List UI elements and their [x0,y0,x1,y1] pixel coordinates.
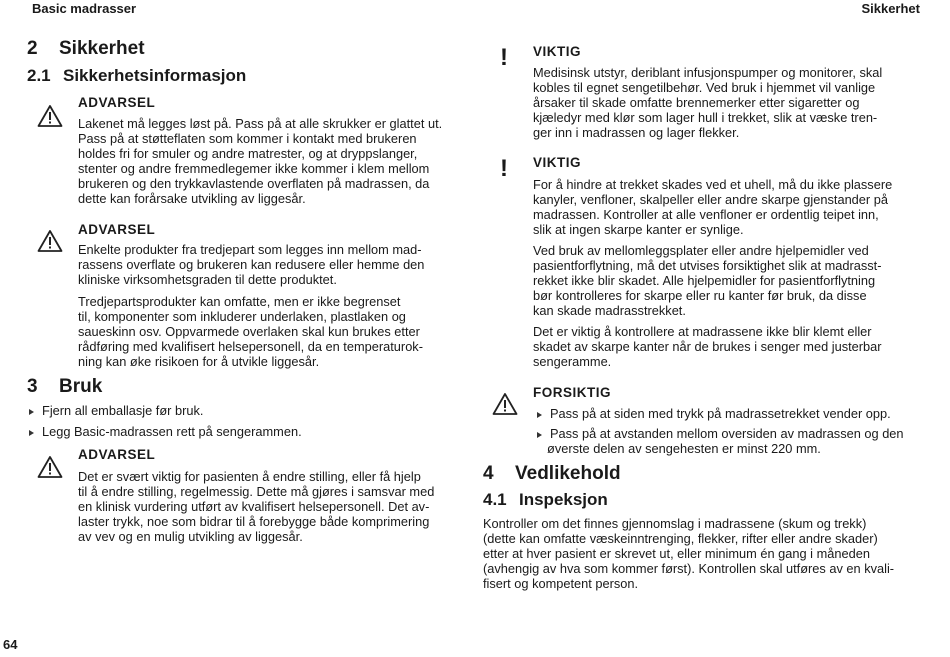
section-number: 4 [483,463,494,484]
list-item: Legg Basic-madrassen rett på sengerammen. [29,424,302,439]
important-2-text-p1: For å hindre at trekket skades ved et uhell, må du ikke plassere kanyler, venfloner, skalpeller eller andre skarpe gjenstander på madrassen. Kontroller at alle venfloner er ordentlig teipet inn, slik at ingen skarpe kanter er synlige. [533,177,893,237]
running-header-section: Sikkerhet [861,1,920,16]
list-item: Pass på at siden med trykk på madrassetrekket vender opp. [537,406,891,421]
important-label: VIKTIG [533,44,582,59]
section-4-1-heading [483,490,608,510]
section-number: 2.1 [27,66,51,85]
section-3-heading [27,376,102,398]
section-title: Vedlikehold [515,463,621,484]
warning-triangle-icon [37,104,63,128]
exclamation-icon: ! [500,155,508,182]
bullet-arrow-icon [537,412,542,418]
section-title: Sikkerhetsinformasjon [63,66,247,85]
warning-label: ADVARSEL [78,222,156,237]
list-item: Pass på at avstanden mellom oversiden av madrassen og den øverste delen av sengehesten er minst 220 mm. [537,426,904,456]
warning-triangle-icon [37,455,63,479]
section-title: Sikkerhet [59,38,145,59]
bullet-arrow-icon [537,432,542,438]
section-4-heading [483,463,621,485]
exclamation-icon: ! [500,44,508,71]
bullet-arrow-icon [29,430,34,436]
page-number: 64 [3,637,18,652]
important-label: VIKTIG [533,155,582,170]
list-item: Fjern all emballasje før bruk. [29,403,203,418]
running-header-title: Basic madrasser [32,1,137,16]
section-number: 2 [27,38,38,59]
warning-2-text-p1: Enkelte produkter fra tredjepart som legges inn mellom mad- rassens overflate og brukeren kan redusere eller hemme den kliniske virksomhetsgraden til dette produktet. [78,242,425,287]
warning-3-text: Det er svært viktig for pasienten å endre stilling, eller få hjelp til å endre stilling, regelmessig. Dette må gjøres i samsvar med en klinisk vurdering utført av kvalifisert helsepersonell. Det av- laster trykk, noe som bidrar til å forebygge både komprimering av vev og en mulig utvikling av liggesår. [78,469,435,544]
important-2-text-p2: Ved bruk av mellomleggsplater eller andre hjelpemidler ved pasientforflytning, må det utvises forsiktighet slik at madrasst- rekket ikke blir skadet. Alle hjelpemidler for pasientforflytning bør kontrolleres for skarpe eller ru kanter før bruk, da disse kan skade madrasstrekket. [533,243,882,318]
warning-label: ADVARSEL [78,447,156,462]
important-1-text: Medisinsk utstyr, deriblant infusjonspumper og monitorer, skal kobles til egnet sengetilbehør. Ved bruk i hjemmet vil vanlige årsaker til skade omfatte brennemerker etter sigaretter og kjæledyr med klør som lager hull i trekket, slik at væske tren- ger inn i madrassen og lager flekker. [533,65,883,140]
caution-label: FORSIKTIG [533,385,611,400]
section-number: 3 [27,376,38,397]
inspection-text: Kontroller om det finnes gjennomslag i madrassene (skum og trekk) (dette kan omfatte væskeinntrenging, flekker, rifter eller andre skader) etter at hver pasient er skrevet ut, eller minimum én gang i måneden (avhengig av hva som kommer først). Kontrollen skal utføres av en kvali- fisert og kompetent person. [483,516,895,591]
important-2-text-p3: Det er viktig å kontrollere at madrassene ikke blir klemt eller skadet av skarpe kanter når de brukes i senger med justerbar sengeramme. [533,324,882,369]
warning-triangle-icon [37,229,63,253]
bullet-arrow-icon [29,409,34,415]
section-2-1-heading [27,66,246,86]
warning-label: ADVARSEL [78,95,156,110]
section-number: 4.1 [483,490,507,509]
warning-triangle-icon [492,392,518,416]
section-title: Bruk [59,376,103,397]
section-2-heading [27,38,145,60]
warning-1-text: Lakenet må legges løst på. Pass på at alle skrukker er glattet ut. Pass på at støtteflaten som kommer i kontakt med brukeren holdes fri for smuler og andre matrester, og at dryppslanger, stenter og andre fremmedlegemer ikke kommer i klem mellom brukeren og den trykkavlastende overflaten på madrassen, da dette kan forårsake utvikling av liggesår. [78,116,443,206]
warning-2-text-p2: Tredjepartsprodukter kan omfatte, men er ikke begrenset til, komponenter som inkluderer underlaken, plastlaken og saueskinn osv. Oppvarmede overlaken skal kun brukes etter rådføring med kvalifisert helsepersonell, da en temperaturok- ning kan øke risikoen for å utvikle liggesår. [78,294,423,369]
section-title: Inspeksjon [519,490,608,509]
